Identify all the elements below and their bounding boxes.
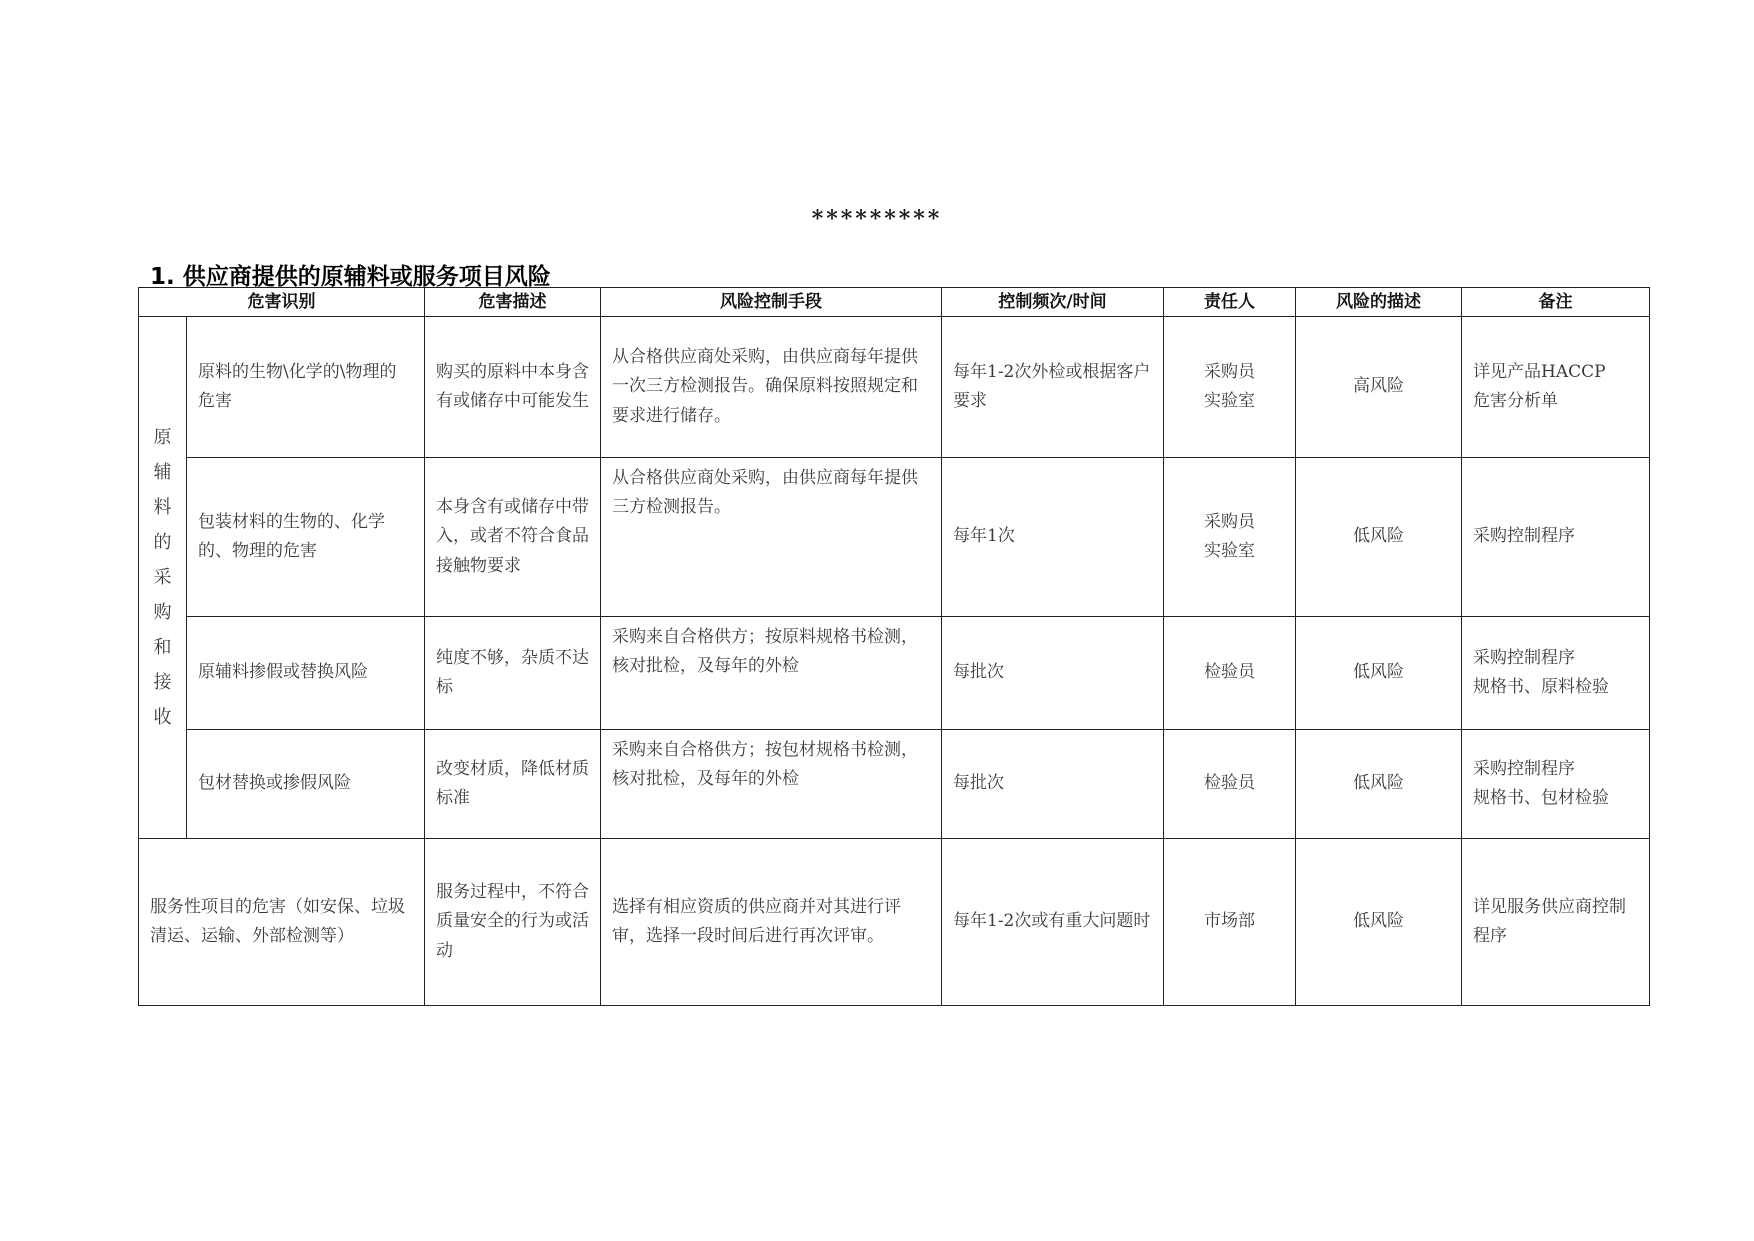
description-cell: 本身含有或储存中带入，或者不符合食品接触物要求	[425, 458, 601, 617]
description-cell: 纯度不够，杂质不达标	[425, 617, 601, 730]
header-responsible-person: 责任人	[1164, 288, 1296, 317]
remarks-line: 详见产品HACCP	[1473, 361, 1606, 382]
remarks-line: 采购控制程序	[1473, 758, 1575, 779]
header-hazard-description: 危害描述	[425, 288, 601, 317]
responsible-cell	[1164, 458, 1296, 617]
hazard-cell: 原料的生物\化学的\物理的危害	[187, 317, 425, 458]
remarks-line: 规格书、原料检验	[1473, 677, 1609, 697]
section-title: 1. 供应商提供的原辅料或服务项目风险	[150, 264, 551, 290]
responsible-cell	[1164, 317, 1296, 458]
responsible-line: 采购员	[1204, 361, 1255, 382]
responsible-cell: 检验员	[1164, 730, 1296, 839]
group-label: 原辅料的采购和接收	[153, 426, 172, 729]
risk-cell: 低风险	[1296, 617, 1462, 730]
responsible-cell: 市场部	[1164, 839, 1296, 1006]
header-hazard-identification: 危害识别	[139, 288, 425, 317]
control-cell: 从合格供应商处采购，由供应商每年提供三方检测报告。	[601, 458, 942, 617]
description-cell: 改变材质，降低材质标准	[425, 730, 601, 839]
hazard-cell: 包装材料的生物的、化学的、物理的危害	[187, 458, 425, 617]
remarks-line: 采购控制程序	[1473, 526, 1575, 547]
remarks-line: 采购控制程序	[1473, 647, 1575, 668]
table-row	[139, 617, 1650, 730]
control-cell: 选择有相应资质的供应商并对其进行评审，选择一段时间后进行再次评审。	[601, 839, 942, 1006]
hazard-cell: 包材替换或掺假风险	[187, 730, 425, 839]
description-cell: 购买的原料中本身含有或储存中可能发生	[425, 317, 601, 458]
description-cell: 服务过程中，不符合质量安全的行为或活动	[425, 839, 601, 1006]
remarks-cell	[1462, 730, 1650, 839]
header-remarks: 备注	[1462, 288, 1650, 317]
table-row	[139, 730, 1650, 839]
remarks-cell: 详见服务供应商控制程序	[1462, 839, 1650, 1006]
remarks-cell	[1462, 617, 1650, 730]
table-row	[139, 317, 1650, 458]
risk-table	[138, 287, 1650, 1006]
frequency-cell: 每批次	[942, 730, 1164, 839]
hazard-cell: 原辅料掺假或替换风险	[187, 617, 425, 730]
table-row	[139, 458, 1650, 617]
responsible-cell: 检验员	[1164, 617, 1296, 730]
risk-cell: 低风险	[1296, 730, 1462, 839]
risk-cell: 高风险	[1296, 317, 1462, 458]
frequency-cell: 每年1-2次或有重大问题时	[942, 839, 1164, 1006]
remarks-line: 危害分析单	[1473, 391, 1558, 411]
table-header-row	[139, 288, 1650, 317]
header-control-means: 风险控制手段	[601, 288, 942, 317]
frequency-cell: 每年1次	[942, 458, 1164, 617]
frequency-cell: 每年1-2次外检或根据客户要求	[942, 317, 1164, 458]
decorative-asterisks: *********	[811, 206, 943, 232]
header-risk-description: 风险的描述	[1296, 288, 1462, 317]
group-label-cell	[139, 317, 187, 839]
hazard-cell: 服务性项目的危害（如安保、垃圾清运、运输、外部检测等）	[139, 839, 425, 1006]
remarks-line: 规格书、包材检验	[1473, 788, 1609, 808]
remarks-cell	[1462, 317, 1650, 458]
risk-cell: 低风险	[1296, 458, 1462, 617]
control-cell: 采购来自合格供方；按包材规格书检测，核对批检，及每年的外检	[601, 730, 942, 839]
header-control-frequency: 控制频次/时间	[942, 288, 1164, 317]
frequency-cell: 每批次	[942, 617, 1164, 730]
control-cell: 采购来自合格供方；按原料规格书检测，核对批检，及每年的外检	[601, 617, 942, 730]
responsible-line: 实验室	[1204, 391, 1255, 411]
control-cell: 从合格供应商处采购，由供应商每年提供一次三方检测报告。确保原料按照规定和要求进行储存。	[601, 317, 942, 458]
table-row	[139, 839, 1650, 1006]
remarks-cell	[1462, 458, 1650, 617]
responsible-line: 采购员	[1204, 511, 1255, 532]
risk-cell: 低风险	[1296, 839, 1462, 1006]
responsible-line: 实验室	[1204, 541, 1255, 561]
